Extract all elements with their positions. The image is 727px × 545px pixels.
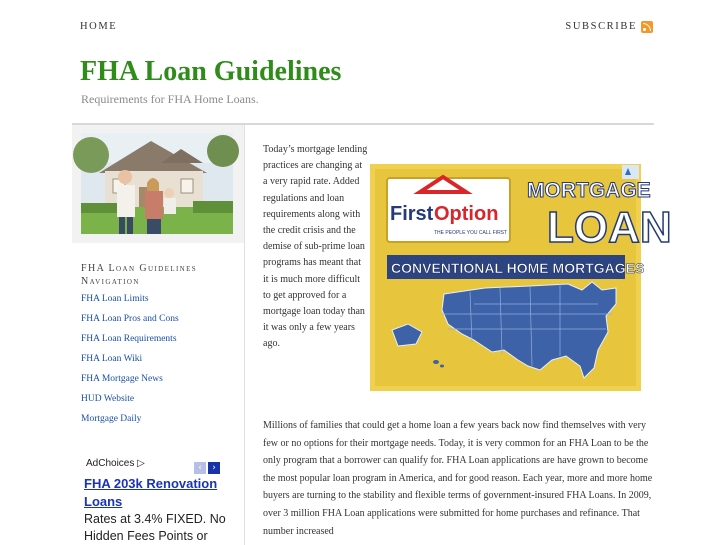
family-house-photo <box>81 133 233 234</box>
sidebar-link[interactable]: Mortgage Daily <box>81 414 142 424</box>
subscribe-link[interactable]: SUBSCRIBE <box>565 21 637 32</box>
site-title[interactable]: FHA Loan Guidelines <box>80 56 342 87</box>
sidebar-link[interactable]: HUD Website <box>81 394 135 404</box>
top-navigation <box>0 0 727 40</box>
sidebar-link[interactable]: FHA Loan Wiki <box>81 354 143 364</box>
sidebar-item-fha-loan-pros-cons <box>81 314 179 334</box>
sidebar-item-fha-loan-requirements <box>81 334 179 354</box>
rss-feed-icon[interactable] <box>641 21 653 33</box>
previous-ad-arrow-icon[interactable]: ‹ <box>194 462 206 474</box>
banner-brand-tagline: THE PEOPLE YOU CALL FIRST <box>434 230 508 236</box>
mortgage-loan-banner-ad[interactable] <box>370 164 672 391</box>
adchoices-label[interactable] <box>86 458 145 469</box>
banner-brand-option: Option <box>434 203 499 225</box>
sidebar-nav-list <box>81 294 179 434</box>
adchoices-icon: ▷ <box>137 458 145 469</box>
sidebar-item-mortgage-daily <box>81 414 179 434</box>
sidebar-link[interactable]: FHA Loan Limits <box>81 294 149 304</box>
sidebar-item-fha-loan-wiki <box>81 354 179 374</box>
sidebar-link[interactable]: FHA Loan Pros and Cons <box>81 314 179 324</box>
site-tagline: Requirements for FHA Home Loans. <box>81 92 259 106</box>
banner-headline-loan: LOAN <box>547 203 672 252</box>
sidebar-nav-title: FHA Loan Guidelines Navigation <box>81 263 198 287</box>
adchoices-text: AdChoices <box>86 458 135 469</box>
banner-brand-first: First <box>390 203 434 225</box>
sidebar-item-fha-mortgage-news <box>81 374 179 394</box>
sidebar-item-hud-website <box>81 394 179 414</box>
body-paragraph: Millions of families that could get a home loan a few years back now find themselves with very few or no options for their mortgage needs. Today, it is very common for an FHA Loan to be the only program that a borrower can qualify for. FHA Loan applications are have grown to become the most popular loan program in America, and for good reason. Each year, more and more home buyers are turning to the stability and flexible terms of government-insured FHA Loans. In 2009, over 3 million FHA Loan applications were submitted for home purchases and refinance. That number increased <box>263 420 653 537</box>
home-link[interactable]: HOME <box>80 21 118 32</box>
intro-paragraph: Today’s mortgage lending practices are changing at a very rapid rate. Added regulations and loan requirements along with the credit crisis and the demise of sub-prime loan programs has meant that it is much more difficult to get approved for a mortgage loan today than it was only a few years ago. <box>263 144 368 350</box>
next-ad-arrow-icon[interactable]: › <box>208 462 220 474</box>
ad-title-link[interactable]: FHA 203k Renovation Loans <box>84 476 218 509</box>
banner-headline-mortgage: MORTGAGE <box>527 179 651 202</box>
banner-subheadline: CONVENTIONAL HOME MORTGAGES <box>391 260 645 276</box>
sidebar-link[interactable]: FHA Loan Requirements <box>81 334 177 344</box>
sidebar-item-fha-loan-limits <box>81 294 179 314</box>
ad-navigation <box>194 457 222 475</box>
sidebar-link[interactable]: FHA Mortgage News <box>81 374 163 384</box>
ad-description: Rates at 3.4% FIXED. No Hidden Fees Points or <box>84 512 226 543</box>
